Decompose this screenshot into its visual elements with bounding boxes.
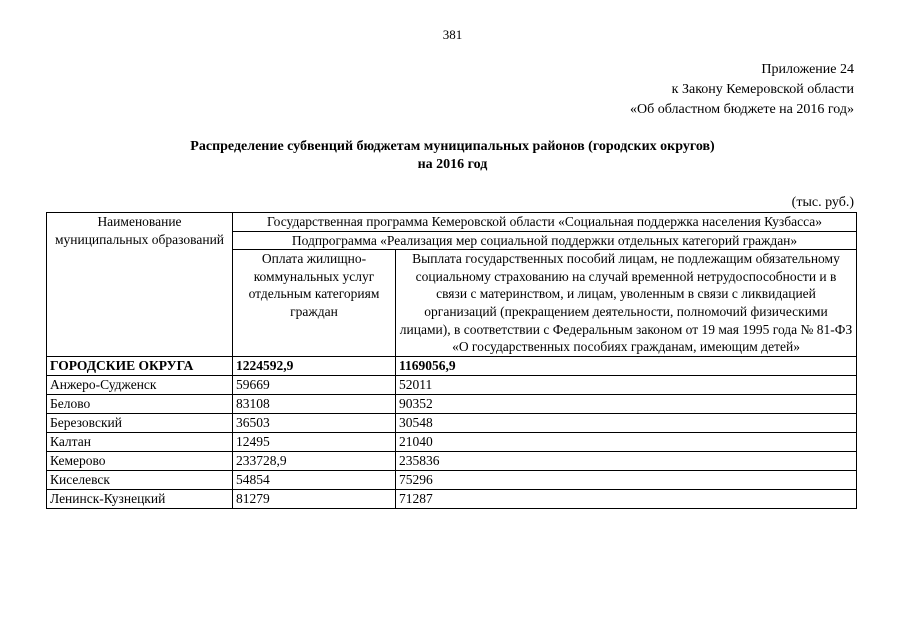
table-row (47, 375, 857, 394)
cell-state-benefits: 1169056,9 (396, 356, 857, 375)
cell-housing-payments: 59669 (233, 375, 396, 394)
table-body (47, 356, 857, 508)
header-housing-payments: Оплата жилищно-коммунальных услуг отдельным категориям граждан (233, 250, 396, 357)
cell-housing-payments: 1224592,9 (233, 356, 396, 375)
header-state-benefits: Выплата государственных пособий лицам, не подлежащим обязательному социальному страхованию на случай временной нетрудоспособности и в связи с материнством, и лицам, уволенным в связи с ликвидацией организаций (прекращением деятельности, полномочий физическими лицами), в соответствии с Федеральным законом от 19 мая 1995 года № 81-ФЗ «О государственных пособиях гражданам, имеющим детей» (396, 250, 857, 357)
cell-housing-payments: 233728,9 (233, 451, 396, 470)
table-row (47, 451, 857, 470)
cell-municipality: Белово (47, 394, 233, 413)
header-municipality: Наименование муниципальных образований (47, 213, 233, 357)
cell-municipality: Киселевск (47, 470, 233, 489)
cell-housing-payments: 54854 (233, 470, 396, 489)
cell-state-benefits: 71287 (396, 489, 857, 508)
table-row (47, 489, 857, 508)
cell-housing-payments: 81279 (233, 489, 396, 508)
cell-housing-payments: 12495 (233, 432, 396, 451)
cell-municipality: Анжеро-Судженск (47, 375, 233, 394)
cell-state-benefits: 235836 (396, 451, 857, 470)
document-title-line-2: на 2016 год (417, 157, 488, 172)
appendix-header (630, 60, 854, 120)
cell-housing-payments: 83108 (233, 394, 396, 413)
appendix-line-2: к Закону Кемеровской области (671, 82, 854, 97)
appendix-line-3: «Об областном бюджете на 2016 год» (630, 102, 854, 117)
table-row (47, 470, 857, 489)
cell-municipality: Кемерово (47, 451, 233, 470)
table-row-total (47, 356, 857, 375)
page-number: 381 (442, 27, 463, 42)
cell-municipality: Березовский (47, 413, 233, 432)
cell-state-benefits: 52011 (396, 375, 857, 394)
cell-housing-payments: 36503 (233, 413, 396, 432)
appendix-line-1: Приложение 24 (761, 62, 854, 77)
header-subprogram: Подпрограмма «Реализация мер социальной поддержки отдельных категорий граждан» (233, 231, 857, 250)
cell-state-benefits: 90352 (396, 394, 857, 413)
cell-state-benefits: 21040 (396, 432, 857, 451)
cell-municipality: Калтан (47, 432, 233, 451)
document-title (0, 138, 905, 174)
cell-state-benefits: 75296 (396, 470, 857, 489)
cell-municipality: ГОРОДСКИЕ ОКРУГА (47, 356, 233, 375)
subventions-table (46, 212, 857, 509)
cell-state-benefits: 30548 (396, 413, 857, 432)
table-row (47, 432, 857, 451)
document-title-line-1: Распределение субвенций бюджетам муниципальных районов (городских округов) (190, 139, 715, 154)
header-program: Государственная программа Кемеровской области «Социальная поддержка населения Кузбасса» (233, 213, 857, 232)
table-row (47, 394, 857, 413)
table-row (47, 413, 857, 432)
units-label: (тыс. руб.) (791, 195, 854, 210)
cell-municipality: Ленинск-Кузнецкий (47, 489, 233, 508)
